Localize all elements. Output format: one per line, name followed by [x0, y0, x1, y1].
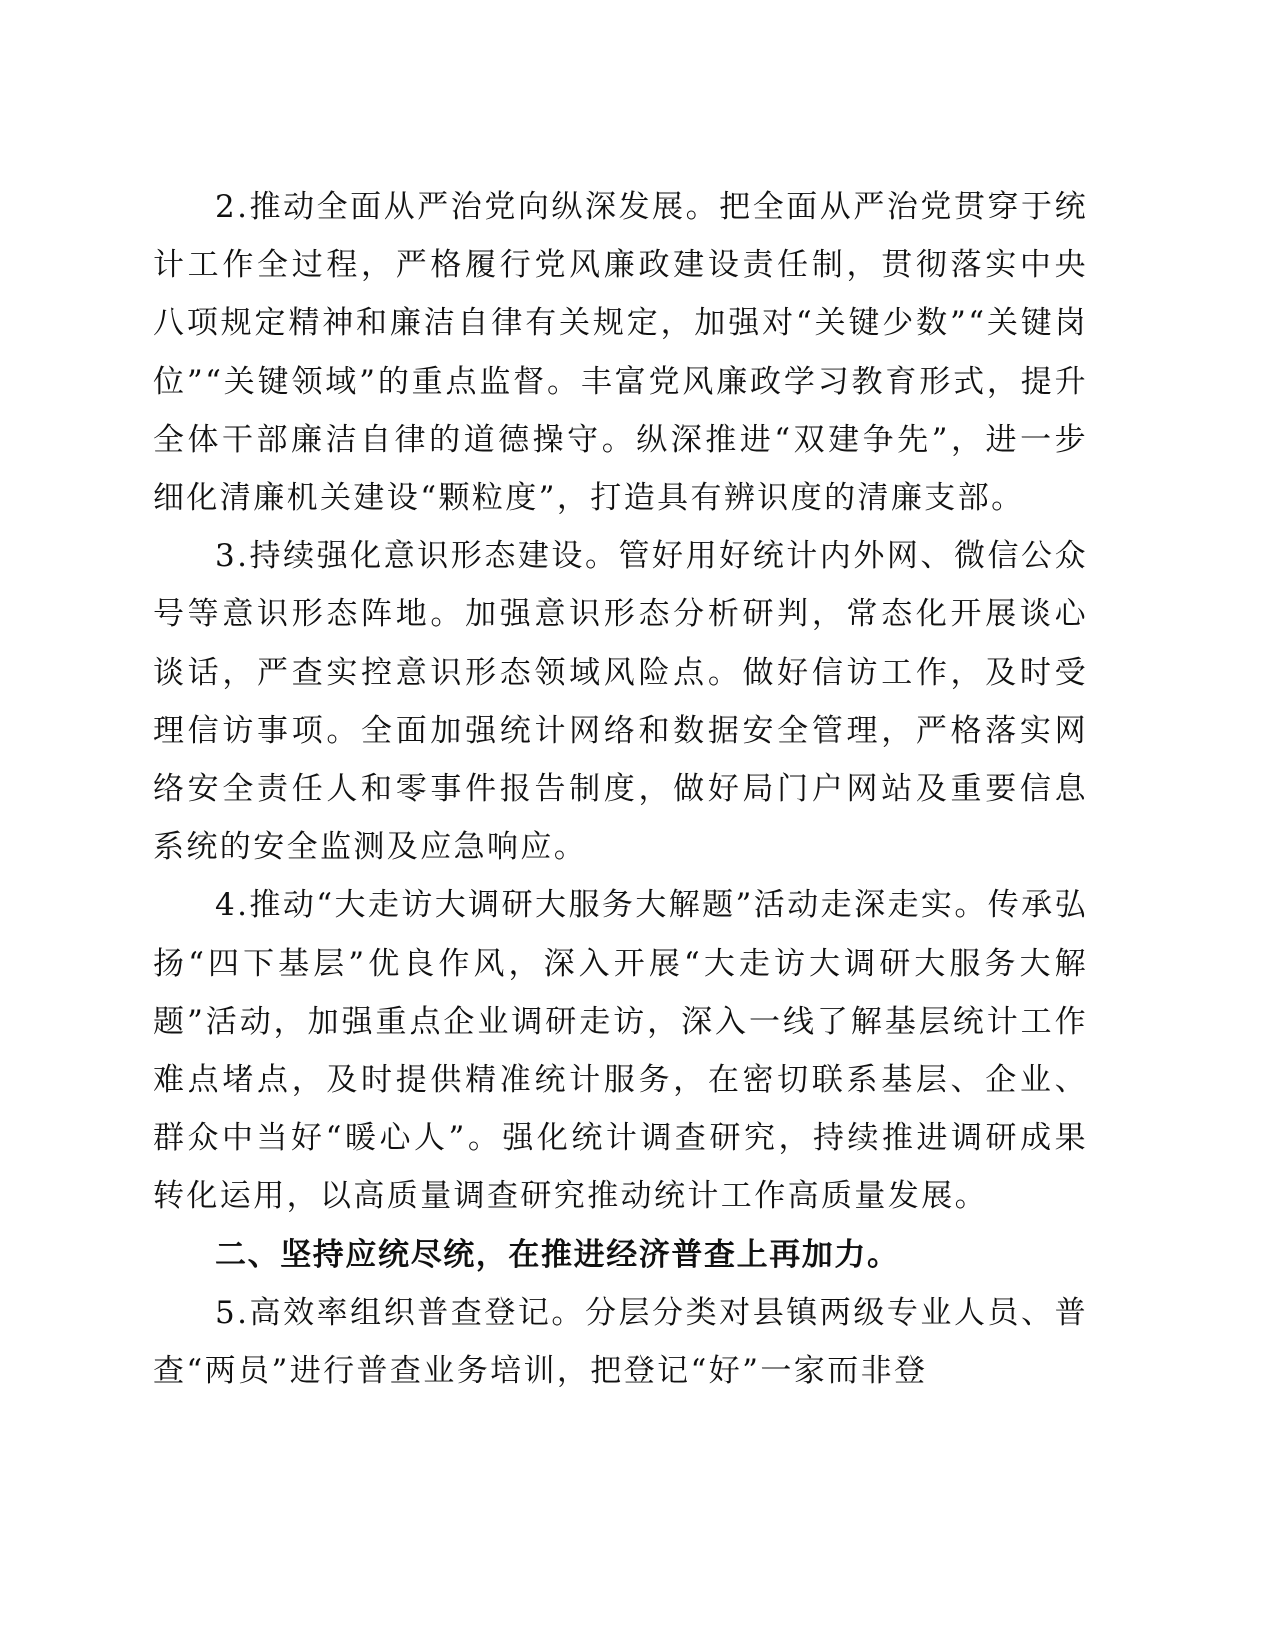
paragraph-item-4: 4.推动“大走访大调研大服务大解题”活动走深走实。传承弘扬“四下基层”优良作风，深入开展“大走访大调研大服务大解题”活动，加强重点企业调研走访，深入一线了解基层统计工作难点堵点，及时提供精准统计服务，在密切联系基层、企业、群众中当好“暖心人”。强化统计调查研究，持续推进调研成果转化运用，以高质量调查研究推动统计工作高质量发展。 — [153, 887, 1088, 1215]
paragraph-item-5: 5.高效率组织普查登记。分层分类对县镇两级专业人员、普查“两员”进行普查业务培训，把登记“好”一家而非登 — [153, 1294, 1088, 1390]
section-heading-2: 二、坚持应统尽统，在推进经济普查上再加力。 — [215, 1236, 900, 1273]
paragraph-item-2: 2.推动全面从严治党向纵深发展。把全面从严治党贯穿于统计工作全过程，严格履行党风廉政建设责任制，贯彻落实中央八项规定精神和廉洁自律有关规定，加强对“关键少数”“关键岗位”“关键领域”的重点监督。丰富党风廉政学习教育形式，提升全体干部廉洁自律的道德操守。纵深推进“双建争先”，进一步细化清廉机关建设“颗粒度”，打造具有辨识度的清廉支部。 — [153, 189, 1088, 517]
paragraph-item-3: 3.持续强化意识形态建设。管好用好统计内外网、微信公众号等意识形态阵地。加强意识形态分析研判，常态化开展谈心谈话，严查实控意识形态领域风险点。做好信访工作，及时受理信访事项。全面加强统计网络和数据安全管理，严格落实网络安全责任人和零事件报告制度，做好局门户网站及重要信息系统的安全监测及应急响应。 — [153, 538, 1088, 866]
document-body — [153, 178, 1088, 1400]
